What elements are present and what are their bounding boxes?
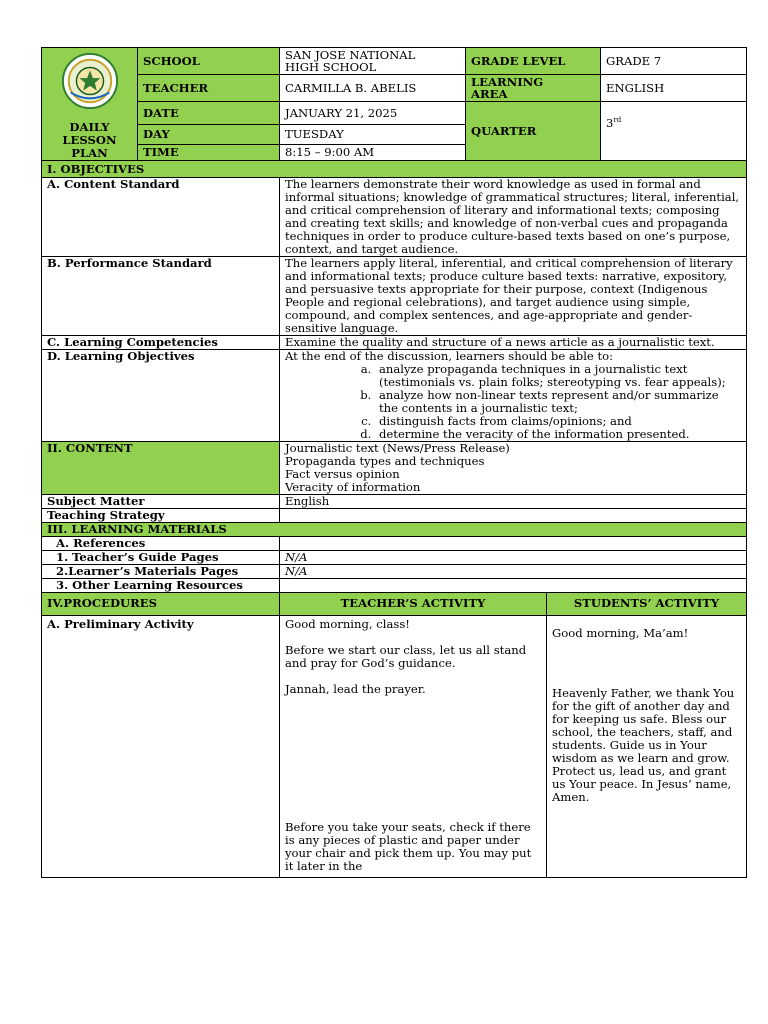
learning-objectives-cell — [280, 350, 747, 442]
content-standard-label: A. Content Standard — [42, 178, 280, 257]
subject-matter-value: English — [280, 495, 747, 509]
content-list — [280, 442, 747, 495]
school-label: SCHOOL — [138, 48, 280, 75]
dlp-title-line: DAILY — [69, 120, 110, 134]
lesson-plan-table — [41, 47, 747, 593]
teacher-value: CARMILLA B. ABELIS — [280, 75, 466, 102]
date-value: JANUARY 21, 2025 — [280, 102, 466, 125]
date-label: DATE — [138, 102, 280, 125]
quarter-label: QUARTER — [466, 102, 601, 161]
students-activity-cell — [547, 615, 747, 877]
learning-area-value: ENGLISH — [601, 75, 747, 102]
teachers-guide-value: N/A — [280, 551, 747, 565]
grade-level-value: GRADE 7 — [601, 48, 747, 75]
time-label: TIME — [138, 145, 280, 161]
school-seal-icon — [61, 52, 119, 110]
dlp-title-line: LESSON — [62, 133, 117, 147]
learning-area-label: LEARNING AREA — [466, 75, 601, 102]
students-activity-heading: STUDENTS’ ACTIVITY — [547, 593, 747, 615]
content-heading: II. CONTENT — [42, 442, 280, 495]
lesson-plan-page — [41, 47, 746, 878]
teaching-strategy-value — [280, 509, 747, 523]
learning-objectives-label: D. Learning Objectives — [42, 350, 280, 442]
content-line: Veracity of information — [285, 480, 421, 494]
teacher-activity-cell — [280, 615, 547, 877]
learners-materials-value: N/A — [280, 565, 747, 579]
teacher-seats-instruction: Before you take your seats, check if there is any pieces of plastic and paper under your chair and pick them up. You may put it later in the — [285, 819, 532, 873]
school-value: SAN JOSE NATIONAL HIGH SCHOOL — [280, 48, 466, 75]
other-resources-label: 3. Other Learning Resources — [42, 579, 280, 593]
references-label: A. References — [42, 537, 280, 551]
teacher-activity-heading: TEACHER’S ACTIVITY — [280, 593, 547, 615]
teachers-guide-label: 1. Teacher’s Guide Pages — [42, 551, 280, 565]
learning-materials-heading: III. LEARNING MATERIALS — [42, 523, 747, 537]
content-line: Fact versus opinion — [285, 467, 400, 481]
objective-item: b. analyze how non-linear texts represent and/or summarize the contents in a journalistic text; — [375, 389, 741, 415]
day-label: DAY — [138, 125, 280, 145]
objective-item: d. determine the veracity of the information presented. — [375, 428, 741, 441]
objective-item: a. analyze propaganda techniques in a journalistic text (testimonials vs. plain folks; stereotyping vs. fear appeals); — [375, 363, 741, 389]
learning-competencies-label: C. Learning Competencies — [42, 336, 280, 350]
performance-standard-text: The learners apply literal, inferential, and critical comprehension of literary and informational texts; produce culture based texts: narrative, expository, and persuasive texts appropriate for their purpose, context (Indigenous People and regional celebrations), and target audience using simple, compound, and complex sentences, and age-appropriate and gender-sensitive language. — [280, 257, 747, 336]
teacher-lead-prayer: Jannah, lead the prayer. — [285, 681, 426, 696]
learning-objectives-intro: At the end of the discussion, learners should be able to: — [285, 349, 614, 363]
references-value — [280, 537, 747, 551]
day-value: TUESDAY — [280, 125, 466, 145]
subject-matter-label: Subject Matter — [42, 495, 280, 509]
preliminary-activity-label: A. Preliminary Activity — [42, 615, 280, 877]
time-value: 8:15 – 9:00 AM — [280, 145, 466, 161]
teaching-strategy-label: Teaching Strategy — [42, 509, 280, 523]
students-prayer: Heavenly Father, we thank You for the gift of another day and for keeping us safe. Bless our school, the teachers, staff, and students. Guide us in Your wisdom as we learn and grow. Protect us, lead us, and grant us Your peace. In Jesus’ name, Amen. — [552, 685, 735, 804]
procedures-heading: IV.PROCEDURES — [42, 593, 280, 615]
students-greeting: Good morning, Ma’am! — [552, 625, 689, 640]
grade-level-label: GRADE LEVEL — [466, 48, 601, 75]
performance-standard-label: B. Performance Standard — [42, 257, 280, 336]
objective-item: c. distinguish facts from claims/opinions; and — [375, 415, 741, 428]
content-standard-text: The learners demonstrate their word knowledge as used in formal and informal situations; knowledge of grammatical structures; literal, inferential, and critical comprehension of literary and informational texts; composing and creating text skills; and knowledge of non-verbal cues and propaganda techniques in order to produce culture-based texts based on one’s purpose, context, and target audience. — [280, 178, 747, 257]
teacher-label: TEACHER — [138, 75, 280, 102]
learning-competencies-text: Examine the quality and structure of a news article as a journalistic text. — [280, 336, 747, 350]
dlp-title-line: PLAN — [71, 146, 108, 160]
procedures-table — [41, 593, 747, 878]
content-line: Journalistic text (News/Press Release) — [285, 441, 510, 455]
quarter-value: 3rd — [601, 102, 747, 161]
teacher-greeting: Good morning, class! — [285, 616, 410, 631]
content-line: Propaganda types and techniques — [285, 454, 485, 468]
learners-materials-label: 2.Learner’s Materials Pages — [42, 565, 280, 579]
objectives-heading: I. OBJECTIVES — [42, 161, 747, 178]
other-resources-value — [280, 579, 747, 593]
dlp-title-cell — [42, 48, 138, 161]
teacher-prayer-intro: Before we start our class, let us all stand and pray for God’s guidance. — [285, 642, 527, 670]
